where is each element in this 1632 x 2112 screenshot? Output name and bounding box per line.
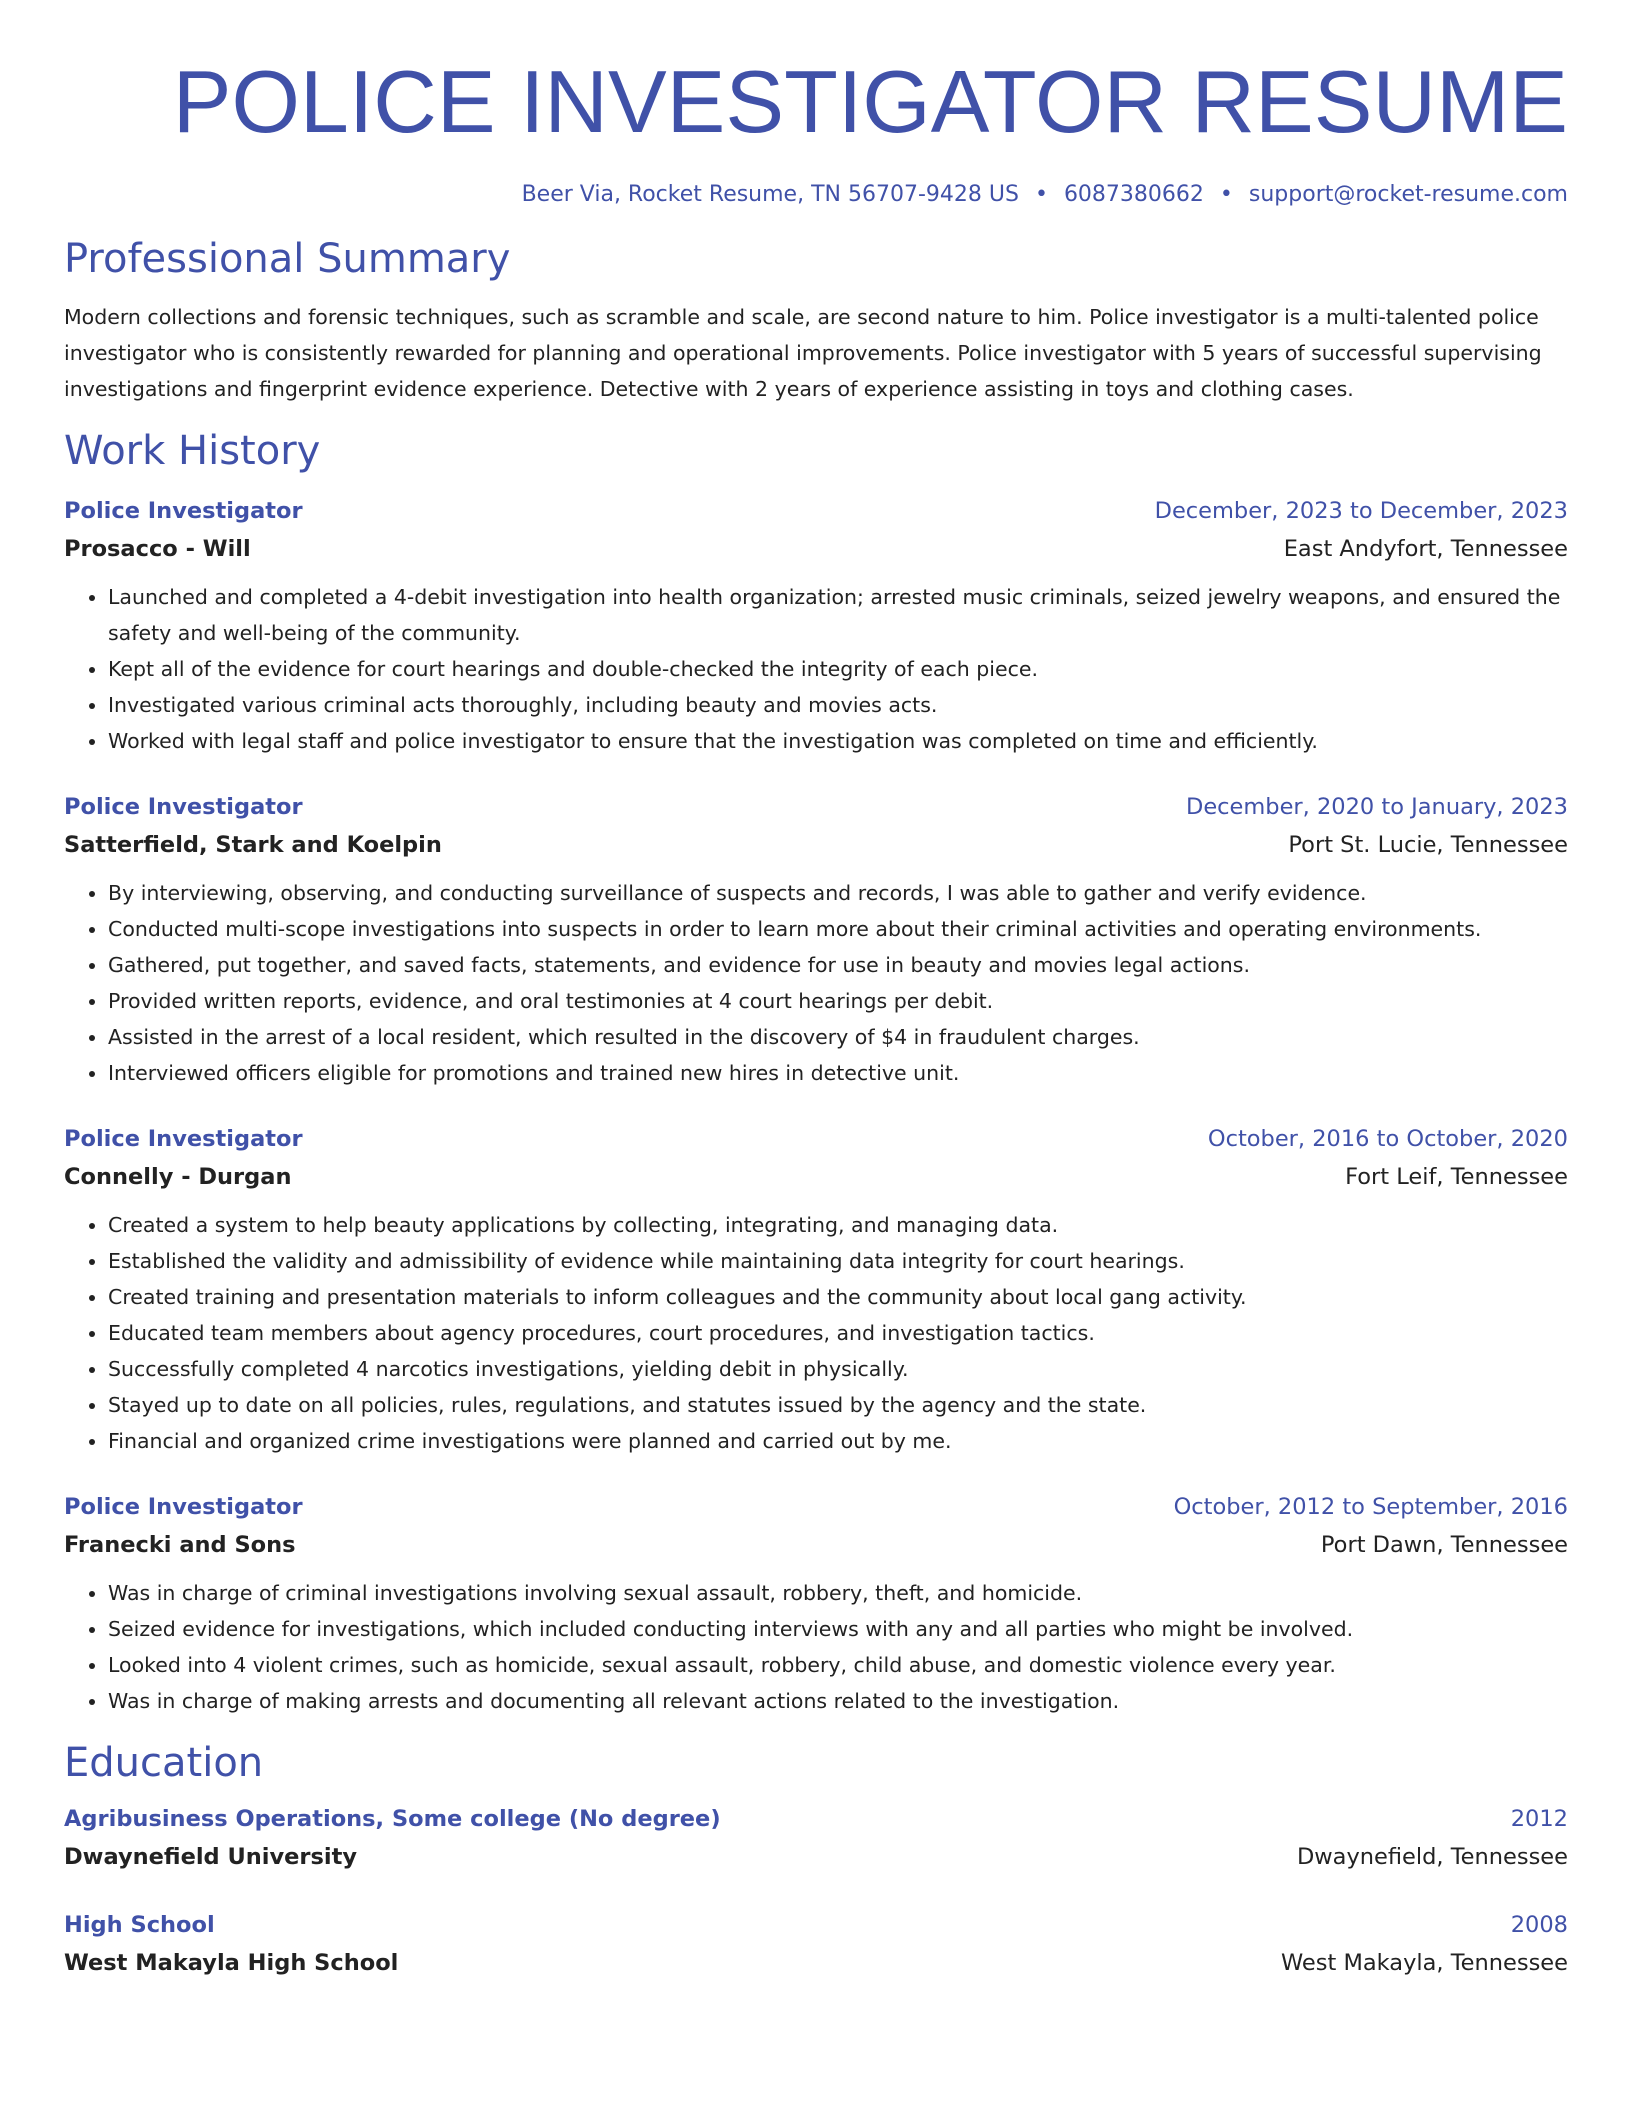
summary-text: Modern collections and forensic techniques, such as scramble and scale, are second nature to him. Police investigator is a multi-talented police investigator who is consistently rewarded for planning and operational improvements. Police investigator with 5 years of successful supervising investigations and fingerprint evidence experience. Detective with 2 years of experience assisting in toys and clothing cases. <box>64 305 1542 401</box>
contact-email: support@rocket-resume.com <box>1248 182 1568 207</box>
job-company: Satterfield, Stark and Koelpin <box>64 832 442 858</box>
contact-separator: • <box>1034 182 1048 207</box>
job-bullets <box>64 1575 1568 1719</box>
job-bullet: • Worked with legal staff and police investigator to ensure that the investigation was completed on time and efficiently. <box>108 723 1568 759</box>
job-location: Port St. Lucie, Tennessee <box>1288 832 1568 858</box>
job-bullet: • Kept all of the evidence for court hearings and double-checked the integrity of each piece. <box>108 651 1568 687</box>
job-bullet: • Launched and completed a 4-debit investigation into health organization; arrested music criminals, seized jewelry weapons, and ensured the safety and well-being of the community. <box>108 579 1568 651</box>
job-dates: December, 2020 to January, 2023 <box>1186 794 1568 820</box>
job-title: Police Investigator <box>64 498 303 524</box>
education-location: Dwaynefield, Tennessee <box>1296 1844 1568 1870</box>
job-entry <box>64 493 1568 759</box>
job-bullet: • Assisted in the arrest of a local resident, which resulted in the discovery of $4 in fraudulent charges. <box>108 1019 1568 1055</box>
job-bullet: • Created training and presentation materials to inform colleagues and the community about local gang activity. <box>108 1279 1568 1315</box>
summary-section <box>64 235 1568 407</box>
job-bullet: • Was in charge of making arrests and documenting all relevant actions related to the investigation. <box>108 1683 1568 1719</box>
work-history-heading: Work History <box>64 428 321 474</box>
job-bullet: • Provided written reports, evidence, and oral testimonies at 4 court hearings per debit. <box>108 983 1568 1019</box>
education-entry <box>64 1907 1568 1983</box>
summary-heading: Professional Summary <box>64 236 511 282</box>
job-entry <box>64 789 1568 1091</box>
job-bullet: • By interviewing, observing, and conducting surveillance of suspects and records, I was able to gather and verify evidence. <box>108 875 1568 911</box>
education-degree: High School <box>64 1912 215 1938</box>
job-dates: December, 2023 to December, 2023 <box>1154 498 1568 524</box>
job-location: Fort Leif, Tennessee <box>1345 1164 1568 1190</box>
work-history-section <box>64 427 1568 1719</box>
job-bullets <box>64 875 1568 1091</box>
job-bullet: • Seized evidence for investigations, which included conducting interviews with any and all parties who might be involved. <box>108 1611 1568 1647</box>
job-dates: October, 2012 to September, 2016 <box>1173 1494 1568 1520</box>
job-entry <box>64 1121 1568 1459</box>
contact-line <box>64 182 1568 207</box>
job-bullet: • Stayed up to date on all policies, rules, regulations, and statutes issued by the agency and the state. <box>108 1387 1568 1423</box>
job-company: Prosacco - Will <box>64 536 251 562</box>
job-bullet: • Successfully completed 4 narcotics investigations, yielding debit in physically. <box>108 1351 1568 1387</box>
education-year: 2008 <box>1510 1912 1568 1938</box>
contact-phone: 6087380662 <box>1063 182 1204 207</box>
education-school: Dwaynefield University <box>64 1844 358 1870</box>
job-bullet: • Financial and organized crime investigations were planned and carried out by me. <box>108 1423 1568 1459</box>
contact-separator: • <box>1219 182 1233 207</box>
job-location: Port Dawn, Tennessee <box>1320 1532 1568 1558</box>
job-location: East Andyfort, Tennessee <box>1283 536 1568 562</box>
job-bullet: • Was in charge of criminal investigations involving sexual assault, robbery, theft, and homicide. <box>108 1575 1568 1611</box>
job-title: Police Investigator <box>64 1494 303 1520</box>
job-bullet: • Established the validity and admissibility of evidence while maintaining data integrity for court hearings. <box>108 1243 1568 1279</box>
education-year: 2012 <box>1510 1806 1568 1832</box>
job-bullet: • Interviewed officers eligible for promotions and trained new hires in detective unit. <box>108 1055 1568 1091</box>
education-entry <box>64 1801 1568 1877</box>
job-bullets <box>64 579 1568 759</box>
education-school: West Makayla High School <box>64 1950 399 1976</box>
resume-title: POLICE INVESTIGATOR RESUME <box>172 52 1568 151</box>
education-section <box>64 1739 1568 1983</box>
job-title: Police Investigator <box>64 794 303 820</box>
contact-address: Beer Via, Rocket Resume, TN 56707-9428 US <box>521 182 1019 207</box>
job-entry <box>64 1489 1568 1719</box>
resume-header <box>64 0 1568 207</box>
job-bullet: • Conducted multi-scope investigations into suspects in order to learn more about their criminal activities and operating environments. <box>108 911 1568 947</box>
job-bullet: • Investigated various criminal acts thoroughly, including beauty and movies acts. <box>108 687 1568 723</box>
education-degree: Agribusiness Operations, Some college (No degree) <box>64 1806 721 1832</box>
job-bullet: • Gathered, put together, and saved facts, statements, and evidence for use in beauty and movies legal actions. <box>108 947 1568 983</box>
job-title: Police Investigator <box>64 1126 303 1152</box>
job-company: Connelly - Durgan <box>64 1164 292 1190</box>
job-bullet: • Educated team members about agency procedures, court procedures, and investigation tactics. <box>108 1315 1568 1351</box>
job-bullet: • Created a system to help beauty applications by collecting, integrating, and managing data. <box>108 1207 1568 1243</box>
education-heading: Education <box>64 1740 264 1786</box>
job-company: Franecki and Sons <box>64 1532 296 1558</box>
education-location: West Makayla, Tennessee <box>1280 1950 1568 1976</box>
job-dates: October, 2016 to October, 2020 <box>1207 1126 1568 1152</box>
job-bullets <box>64 1207 1568 1459</box>
job-bullet: • Looked into 4 violent crimes, such as homicide, sexual assault, robbery, child abuse, and domestic violence every year. <box>108 1647 1568 1683</box>
